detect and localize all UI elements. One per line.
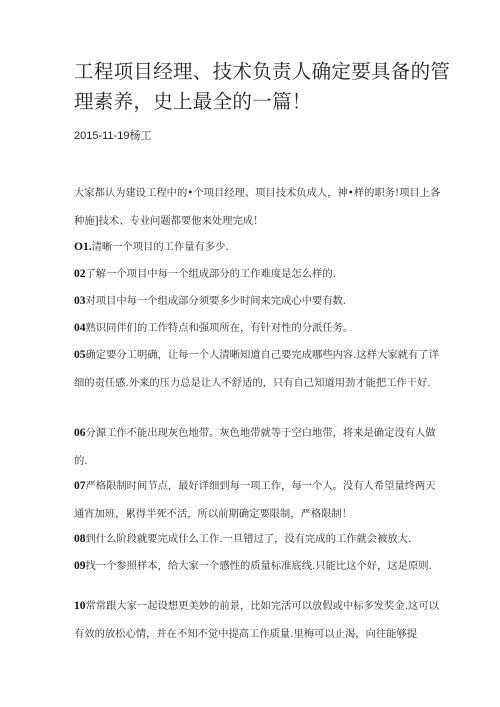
item-number: 06: [74, 427, 86, 439]
item-number: O1.: [74, 241, 92, 253]
item-text: 到什么阶段就要完成什么工作.一旦错过了，没有完成的工作就会被放大.: [85, 533, 412, 545]
item-text: 分源工作不能出现灰色地带。灰色地带就等于空白地带，将来是确定没有人做的.: [74, 427, 436, 467]
list-item: [74, 526, 444, 554]
item-number: 08: [74, 533, 86, 545]
list-item: [74, 342, 444, 397]
item-number: 09: [74, 560, 86, 572]
item-number: 10: [74, 600, 86, 612]
item-text: 对项目中每一个组成部分须要多少时间来完成心中要有数.: [85, 295, 347, 307]
list-item: [74, 234, 444, 262]
item-text: 确定要分工明确，让每一个人清晰知道自己要完成哪些内容.这样大家就有了详细的责任感.外来的压力总是让人不舒适的，只有自己知道用劲才能把工作干好.: [74, 349, 439, 389]
list-item: [74, 473, 444, 528]
item-number: 02: [74, 268, 86, 280]
list-item: [74, 420, 444, 475]
item-text: 常常跟大家一起设想更美妙的前景，比如完活可以放假或中标多发奖金.这可以有效的放松心情，并在不知不觉中提高工作质量.里梅可以止渴，向往能够提: [74, 600, 439, 640]
list-item: [74, 288, 444, 316]
item-text: 熟识同伴们的工作特点和强项所在，有针对性的分派任务。: [85, 322, 354, 334]
item-number: 07: [74, 480, 86, 492]
article-date-author: 2015-11-19杨工: [74, 130, 152, 142]
item-number: 04: [74, 322, 86, 334]
item-text: 找一个参照样本，给大家一个感性的质量标准底线.只能比这个好，这是原则.: [85, 560, 432, 572]
item-text: 清晰一个项目的工作量有多少.: [91, 241, 229, 253]
item-number: 03: [74, 295, 86, 307]
list-item: [74, 593, 444, 648]
list-item: [74, 315, 444, 343]
list-item: [74, 553, 444, 581]
item-text: 了解一个项目中每一个组成部分的工作难度是怎么样的.: [85, 268, 336, 280]
intro-paragraph: 大家都认为建设工程中的•个项目经理、项目技术负成人，神•样的职务!项目上各种施]技术、专业问题都要他来处理完成！: [74, 187, 441, 227]
item-number: 05: [74, 349, 86, 361]
item-text: 严格限制时间节点，最好详细到每一项工作，每一个人。没有人希望量终两天通宵加班，累得半死不活，所以前期确定要限制，严格限制！: [74, 480, 436, 520]
list-item: [74, 261, 444, 289]
article-title: 工程项目经理、技术负责人确定要具备的管理素养，史上最全的一篇！: [74, 60, 451, 113]
